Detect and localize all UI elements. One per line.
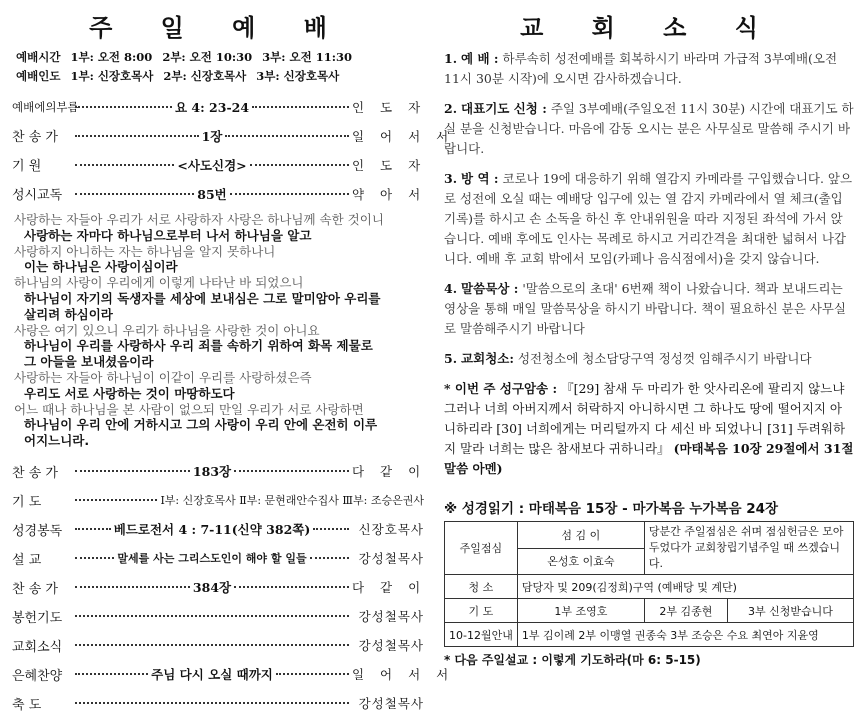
order-row: [12, 92, 427, 121]
next-sermon: * 다음 주일설교 : 이렇게 기도하라(마 6: 5-15): [444, 653, 701, 667]
worship-heading: 주 일 예 배: [89, 13, 347, 42]
order-item: 요 4: 23-24: [174, 99, 250, 115]
order-label: 기 원: [12, 159, 42, 174]
order-of-service-2: [12, 457, 455, 718]
order-row: 축 도 강성철목사: [12, 696, 424, 713]
order-of-service-1: [12, 92, 455, 208]
news-item: 4. 말씀묵상 : '말씀으로의 초대' 6번째 책이 나왔습니다. 책과 보내드리는 영상을 통해 매일 말씀묵상을 하시기 바랍니다. 책이 필요하신 분은 사무실로 말씀해주시기 바랍니다: [444, 281, 846, 336]
order-row: 찬 송 가 384장 다 같 이: [12, 580, 427, 597]
order-row: [12, 179, 427, 208]
order-leader: 인 도 자: [352, 99, 427, 115]
order-label: 성시교독: [12, 188, 63, 203]
order-leader: 인 도 자: [352, 157, 427, 173]
news-item: 2. 대표기도 신청 : 주일 3부예배(주일오전 11시 30분) 시간에 대표기도 하실 분을 신청받습니다. 마음에 감동 오시는 분은 사무실로 말씀해 주시기 바랍니다.: [444, 101, 854, 156]
order-item: <사도신경>: [177, 157, 247, 173]
news-item: 1. 예 배 : 하루속히 성전예배를 회복하시기 바라며 가급적 3부예배(오전 11시 30분 시작)에 오시면 감사하겠습니다.: [444, 51, 838, 86]
order-leader: 약 아 서: [352, 186, 427, 202]
duty-table: 주일점심 섬 김 이 당분간 주일점심은 쉬며 점심헌금은 모아 두었다가 교회창립기념주일 때 쓰겠습니다. 온성호 이효숙 청 소 담당자 및 209(김정희)구역 (예배당 및 계단) 기 도 1부 조영호 2부 김종현 3부 신청받습니다 10-12월안내 1부 김이례 2부 이맹열 권종숙 3부 조승은 수요 최연아 지윤영: [444, 521, 854, 647]
order-row: 은혜찬양 주님 다시 오실 때까지 일 어 서 서: [12, 667, 455, 684]
order-row: 기 도 Ⅰ부: 신장호목사 Ⅱ부: 문현래안수집사 Ⅲ부: 조승은권사: [12, 494, 424, 510]
order-row: 설 교 말세를 사는 그리스도인이 해야 할 일들 강성철목사: [12, 551, 424, 568]
order-item: 85번: [197, 186, 227, 202]
order-row: [12, 150, 427, 179]
worship-leaders: 예배인도 1부: 신장호목사 2부: 신장호목사 3부: 신장호목사: [16, 69, 340, 83]
order-label: 찬 송 가: [12, 130, 58, 145]
order-row: 성경봉독 베드로전서 4 : 7-11(신약 382쪽) 신장호목사: [12, 522, 424, 539]
news-heading: 교 회 소 식: [520, 13, 778, 42]
news-item: 5. 교회청소: 성전청소에 청소담당구역 정성껏 임해주시기 바랍니다: [444, 351, 812, 366]
order-row: 찬 송 가 183장 다 같 이: [12, 464, 427, 481]
news-item: 3. 방 역 : 코로나 19에 대응하기 위해 열감지 카메라를 구입했습니다. 앞으로 성전에 오실 때는 예배당 입구에 있는 열 감지 카메라에서 열 체크(출입기록)를 하시고 손 소독을 하신 후 안내위원을 따라 지정된 좌석에 가서 앉습니다. 예배 후에도 인사는 목례로 하시고 거리간격을 최대한 넓혀서 나갑니다. 예배 후 교회 밖에서 모임(카페나 음식점에서)을 갖지 않습니다.: [444, 171, 853, 266]
order-row: 교회소식 강성철목사: [12, 638, 424, 655]
church-news-column: [444, 0, 854, 668]
worship-times: 예배시간 1부: 오전 8:00 2부: 오전 10:30 3부: 오전 11:30: [16, 50, 353, 64]
order-row: [12, 121, 455, 150]
bible-reading: ※ 성경읽기 : 마태복음 15장 - 마가복음 누가복음 24장: [444, 501, 779, 517]
order-leader: 일 어 서 서: [352, 128, 455, 144]
order-label: 예배에의부름: [12, 99, 79, 114]
order-row: 봉헌기도 강성철목사: [12, 609, 424, 626]
responsive-reading: 사랑하는 자들아 우리가 서로 사랑하자 사랑은 하나님께 속한 것이니 사랑하는 자마다 하나님으로부터 나서 하나님을 알고 사랑하지 아니하는 자는 하나님을 알지 못하나니 이는 하나님은 사랑이심이라 하나님의 사랑이 우리에게 이렇게 나타난 바 되었으니 하나님이 자기의 독생자를 세상에 보내심은 그로 말미암아 우리를 살리려 하심이라 사랑은 여기 있으니 우리가 하나님을 사랑한 것이 아니요 하나님이 우리를 사랑하사 우리 죄를 속하기 위하여 화목 제물로 그 아들을 보내셨음이라 사랑하는 자들아 하나님이 이같이 우리를 사랑하셨은즉 우리도 서로 사랑하는 것이 마땅하도다 어느 때나 하나님을 본 사람이 없으되 만일 우리가 서로 사랑하면 하나님이 우리 안에 거하시고 그의 사랑이 우리 안에 온전히 이루 어지느니라.: [14, 212, 384, 449]
worship-order-column: [12, 0, 455, 718]
order-item: 1장: [201, 128, 223, 144]
memory-verse: * 이번 주 성구암송 : 『[29] 참새 두 마리가 한 앗사리온에 팔리지 않느냐 그러나 너희 아버지께서 허락하지 아니하시면 그 하나도 땅에 떨어지지 아니하리라 [30] 너희에게는 머리털까지 다 세신 바 되었나니 [31] 두려워하지 말라 너희는 많은 참새보다 귀하니라』 (마태복음 10장 29절에서 31절 말씀 아멘): [444, 381, 854, 476]
